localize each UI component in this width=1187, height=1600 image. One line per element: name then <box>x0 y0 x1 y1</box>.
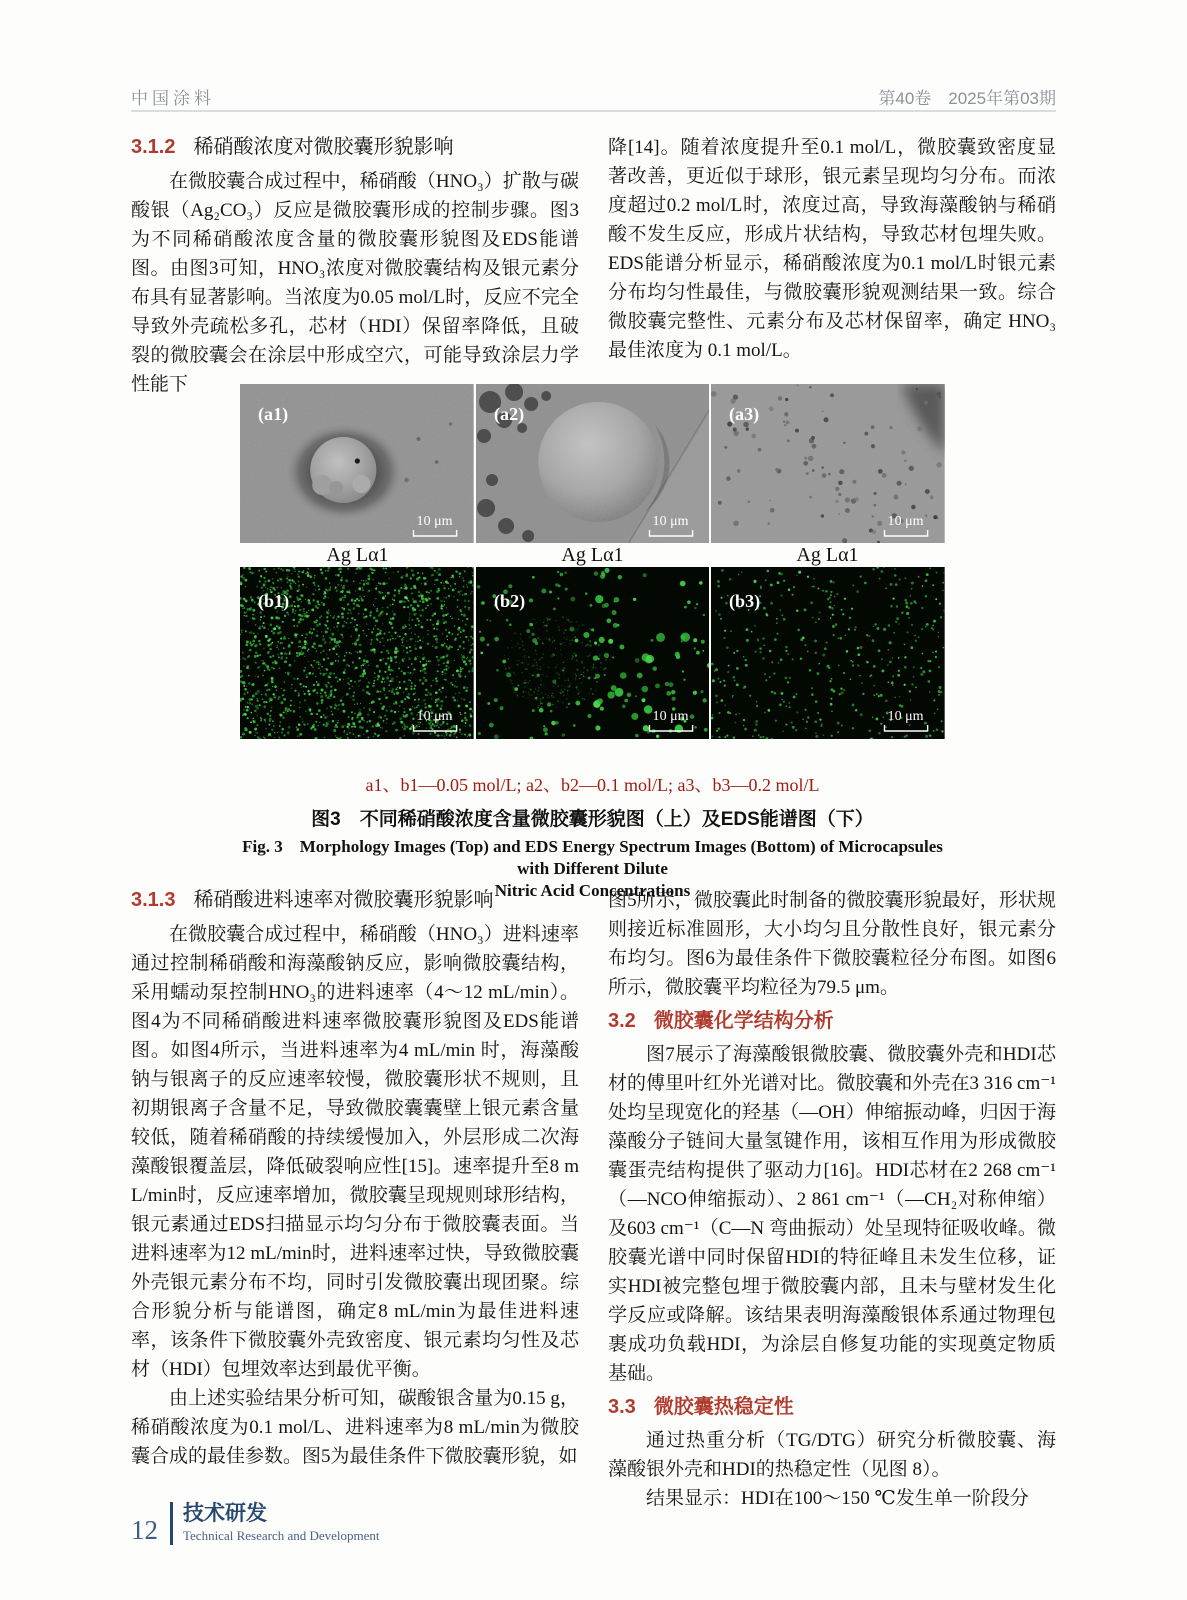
svg-text:10 μm: 10 μm <box>652 709 689 724</box>
section-heading-313 <box>131 886 579 915</box>
section-title: 微胶囊热稳定性 <box>653 1396 794 1418</box>
paragraph: 图5所示，微胶囊此时制备的微胶囊形貌最好，形状规则接近标准圆形，大小均匀且分散性良好，银元素分布均匀。图6为最佳条件下微胶囊粒径分布图。如图6所示，微胶囊平均粒径为79.5 μm。 <box>608 890 1056 998</box>
svg-text:10 μm: 10 μm <box>652 514 689 529</box>
column-left-top <box>131 133 579 399</box>
paragraph: 在微胶囊合成过程中，稀硝酸（HNO₃）扩散与碳酸银（Ag₂CO₃）反应是微胶囊形成的控制步骤。图3为不同稀硝酸浓度含量的微胶囊形貌图及EDS能谱图。由图3可知，HNO₃浓度对微胶囊结构及银元素分布具有显著影响。当浓度为0.05 mol/L时，反应不完全导致外壳疏松多孔，芯材（HDI）保留率降低，且破裂的微胶囊会在涂层中形成空穴，可能导致涂层力学性能下 <box>131 171 579 395</box>
page-number: 12 <box>131 1515 158 1545</box>
eds-panel-b1 <box>240 567 474 739</box>
column-left-bottom <box>131 886 579 1471</box>
section-number: 3.2 <box>608 1010 636 1032</box>
eds-map-label: Ag Lα1 <box>326 544 389 566</box>
svg-text:10 μm: 10 μm <box>887 709 924 724</box>
eds-map-label: Ag Lα1 <box>796 544 859 566</box>
sem-panel-a2 <box>476 384 710 543</box>
section-title: 微胶囊化学结构分析 <box>653 1010 834 1032</box>
footer-divider <box>170 1502 173 1545</box>
journal-name: 中国涂料 <box>131 89 215 108</box>
sem-panel-a3 <box>711 384 945 543</box>
section-number: 3.1.2 <box>131 136 176 158</box>
column-right-top <box>608 133 1056 365</box>
section-heading-312 <box>131 133 579 162</box>
section-number: 3.1.3 <box>131 889 176 911</box>
volume-issue: 第40卷 2025年第03期 <box>878 89 1056 108</box>
page-header <box>131 84 1056 109</box>
panel-label: (b2) <box>493 591 525 611</box>
figure-row-sem <box>240 384 945 543</box>
figure-caption-zh: 图3 不同稀硝酸浓度含量微胶囊形貌图（上）及EDS能谱图（下） <box>311 809 874 830</box>
eds-panel-b3 <box>711 567 945 739</box>
panel-label: (a3) <box>729 404 760 424</box>
column-right-bottom <box>608 886 1056 1513</box>
eds-panel-b2 <box>476 567 710 739</box>
paragraph: 结果显示：HDI在100～150 ℃发生单一阶段分 <box>646 1488 1029 1509</box>
section-heading-33 <box>608 1393 1056 1422</box>
figure-caption-en: Fig. 3 Morphology Images (Top) and EDS Energy Spectrum Images (Bottom) of Microcapsules with Different Dilute Nitric Acid Concentrations <box>242 837 943 900</box>
panel-label: (b3) <box>729 591 761 611</box>
panel-label: (a1) <box>258 404 289 424</box>
footer-section-zh: 技术研发 <box>183 1502 267 1525</box>
eds-row-labels <box>240 543 945 567</box>
panel-label: (b1) <box>258 591 290 611</box>
section-heading-32 <box>608 1007 1056 1036</box>
paragraph: 图7展示了海藻酸银微胶囊、微胶囊外壳和HDI芯材的傅里叶红外光谱对比。微胶囊和外壳在3 316 cm⁻¹处均呈现宽化的羟基（—OH）伸缩振动峰，归因于海藻酸分子链间大量氢键作用，该相互作用为形成微胶囊蛋壳结构提供了驱动力[16]。HDI芯材在2 268 cm⁻¹（—NCO伸缩振动）、2 861 cm⁻¹（—CH₂对称伸缩）及603 cm⁻¹（C—N 弯曲振动）处呈现特征吸收峰。微胶囊光谱中同时保留HDI的特征峰且未发生位移，证实HDI被完整包埋于微胶囊内部，且未与壁材发生化学反应或降解。该结果表明海藻酸银体系通过物理包裹成功负载HDI，为涂层自修复功能的实现奠定物质基础。 <box>608 1044 1056 1384</box>
paragraph: 降[14]。随着浓度提升至0.1 mol/L，微胶囊致密度显著改善，更近似于球形，银元素呈现均匀分布。而浓度超过0.2 mol/L时，浓度过高，导致海藻酸钠与稀硝酸不发生反应，形成片状结构，导致芯材包埋失败。EDS能谱分析显示，稀硝酸浓度为0.1 mol/L时银元素分布均匀性最佳，与微胶囊形貌观测结果一致。综合微胶囊完整性、元素分布及芯材保留率，确定 HNO₃最佳浓度为 0.1 mol/L。 <box>608 137 1056 361</box>
section-number: 3.3 <box>608 1396 636 1418</box>
figure-row-eds <box>240 567 945 739</box>
eds-map-label: Ag Lα1 <box>561 544 624 566</box>
panel-label: (a2) <box>493 404 524 424</box>
footer-section-en: Technical Research and Development <box>183 1528 380 1543</box>
paragraph: 通过热重分析（TG/DTG）研究分析微胶囊、海藻酸银外壳和HDI的热稳定性（见图 8）。 <box>608 1430 1056 1480</box>
svg-text:10 μm: 10 μm <box>887 514 924 529</box>
page-footer <box>131 1502 380 1545</box>
paragraph: 由上述实验结果分析可知，碳酸银含量为0.15 g，稀硝酸浓度为0.1 mol/L、进料速率为8 mL/min为微胶囊合成的最佳参数。图5为最佳条件下微胶囊形貌，如 <box>131 1388 579 1467</box>
figure-legend: a1、b1—0.05 mol/L; a2、b2—0.1 mol/L; a3、b3—0.2 mol/L <box>365 775 820 795</box>
paragraph: 在微胶囊合成过程中，稀硝酸（HNO₃）进料速率通过控制稀硝酸和海藻酸钠反应，影响微胶囊结构，采用蠕动泵控制HNO₃的进料速率（4～12 mL/min）。图4为不同稀硝酸进料速率微胶囊形貌图及EDS能谱图。如图4所示，当进料速率为4 mL/min 时，海藻酸钠与银离子的反应速率较慢，微胶囊形状不规则，且初期银离子含量不足，导致微胶囊囊壁上银元素含量较低，随着稀硝酸的持续缓慢加入，外层形成二次海藻酸银覆盖层，降低破裂响应性[15]。速率提升至8 mL/min时，反应速率增加，微胶囊呈现规则球形结构，银元素通过EDS扫描显示均匀分布于微胶囊表面。当进料速率为12 mL/min时，进料速率过快，导致微胶囊外壳银元素分布不均，同时引发微胶囊出现团聚。综合形貌分析与能谱图，确定8 mL/min为最佳进料速率，该条件下微胶囊外壳致密度、银元素均匀性及芯材（HDI）包埋效率达到最优平衡。 <box>131 924 579 1380</box>
header-divider <box>131 110 1056 112</box>
section-title: 稀硝酸进料速率对微胶囊形貌影响 <box>193 889 494 911</box>
figure-3 <box>240 384 945 902</box>
svg-text:10 μm: 10 μm <box>416 514 453 529</box>
svg-text:10 μm: 10 μm <box>416 709 453 724</box>
sem-panel-a1 <box>240 384 474 543</box>
section-title: 稀硝酸浓度对微胶囊形貌影响 <box>193 136 454 158</box>
